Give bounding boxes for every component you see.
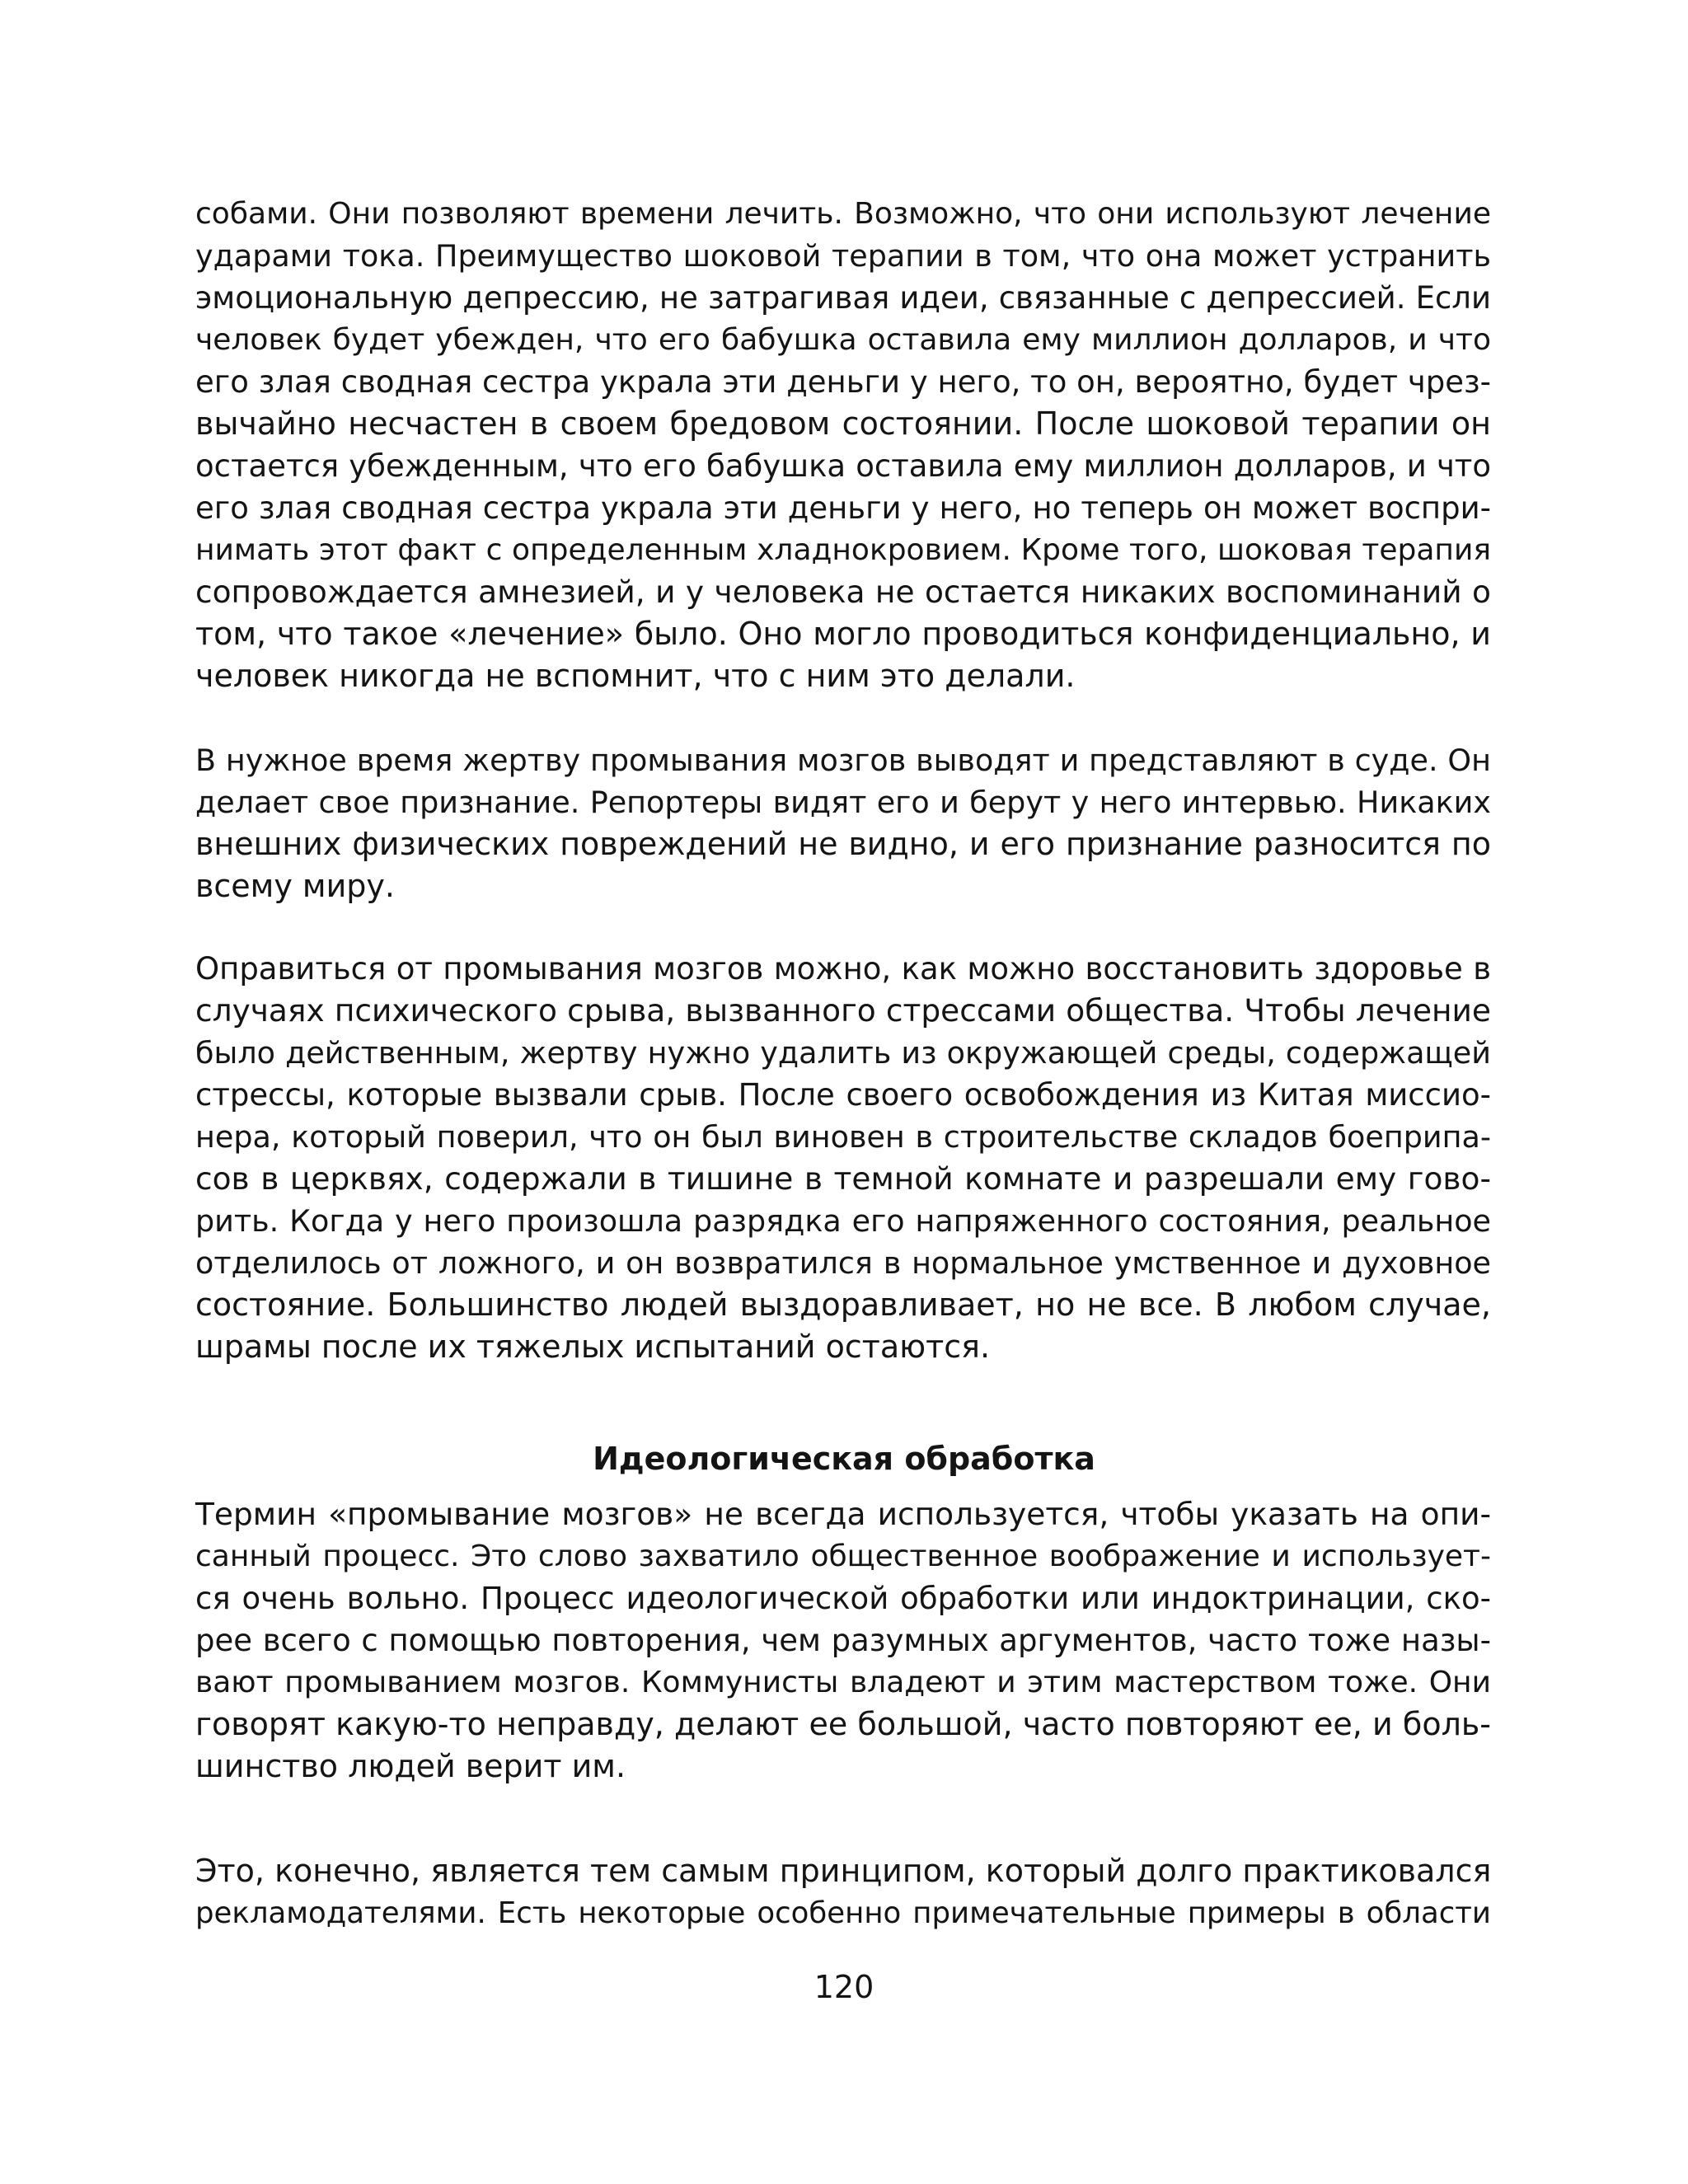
text-line: стрессы, которые вызвали срыв. После своего освобождения из Китая миссио-	[195, 1077, 1491, 1113]
text-line: ударами тока. Преимущество шоковой терапии в том, что она может устранить	[195, 238, 1491, 274]
text-line: было действенным, жертву нужно удалить из окружающей среды, содержащей	[195, 1035, 1491, 1071]
paragraph-advertising	[195, 1850, 1491, 1934]
text-line: остается убежденным, что его бабушка оставила ему миллион долларов, и что	[195, 448, 1491, 484]
text-line: собами. Они позволяют времени лечить. Возможно, что они используют лечение	[195, 197, 1491, 231]
text-line: Оправиться от промывания мозгов можно, как можно восстановить здоровье в	[195, 951, 1491, 987]
text-line: вычайно несчастен в своем бредовом состоянии. После шоковой терапии он	[195, 405, 1491, 442]
text-line: шрамы после их тяжелых испытаний остаются.	[195, 1329, 991, 1365]
text-line: делает свое признание. Репортеры видят его и берут у него интервью. Никаких	[195, 785, 1491, 820]
text-line: внешних физических повреждений не видно, и его признание разносится по	[195, 826, 1491, 862]
text-line: человек никогда не вспомнит, что с ним это делали.	[195, 658, 1076, 694]
section-heading: Идеологическая обработка	[593, 1441, 1095, 1477]
text-line: человек будет убежден, что его бабушка оставила ему миллион долларов, и что	[195, 323, 1491, 357]
text-line: эмоциональную депрессию, не затрагивая идеи, связанные с депрессией. Если	[195, 280, 1491, 316]
text-line: рекламодателями. Есть некоторые особенно примечательные примеры в области	[195, 1896, 1491, 1930]
text-line: сов в церквях, содержали в тишине в темной комнате и разрешали ему гово-	[195, 1160, 1491, 1197]
text-line: отделилось от ложного, и он возвратился в нормальное умственное и духовное	[195, 1245, 1491, 1281]
text-line: рить. Когда у него произошла разрядка его напряженного состояния, реальное	[195, 1203, 1491, 1239]
paragraph-recovery	[195, 948, 1491, 1368]
text-line: всему миру.	[195, 868, 395, 904]
text-line: шинство людей верит им.	[195, 1748, 626, 1784]
page-number: 120	[814, 1969, 874, 2005]
text-line: Это, конечно, является тем самым принципом, который долго практиковался	[195, 1853, 1492, 1889]
text-line: случаях психического срыва, вызванного стрессами общества. Чтобы лечение	[195, 992, 1491, 1029]
text-line: говорят какую-то неправду, делают ее большой, часто повторяют ее, и боль-	[195, 1706, 1491, 1742]
paragraph-shock-therapy	[195, 193, 1491, 697]
text-line: сопровождается амнезией, и у человека не остается никаких воспоминаний о	[195, 574, 1491, 610]
text-line: вают промыванием мозгов. Коммунисты владеют и этим мастерством тоже. Они	[195, 1666, 1491, 1699]
paragraph-indoctrination	[195, 1493, 1491, 1788]
text-line: его злая сводная сестра украла эти деньги у него, но теперь он может воспри-	[195, 490, 1491, 526]
paragraph-court-confession	[195, 739, 1491, 907]
text-line: санный процесс. Это слово захватило общественное воображение и использует-	[195, 1540, 1491, 1573]
text-line: состояние. Большинство людей выздоравливает, но не все. В любом случае,	[195, 1286, 1491, 1323]
text-line: В нужное время жертву промывания мозгов выводят и представляют в суде. Он	[195, 743, 1491, 778]
text-line: ся очень вольно. Процесс идеологической обработки или индоктринации, ско-	[195, 1581, 1491, 1616]
text-line: рее всего с помощью повторения, чем разумных аргументов, часто тоже назы-	[195, 1623, 1491, 1658]
text-line: его злая сводная сестра украла эти деньги у него, то он, вероятно, будет чрез-	[195, 364, 1491, 400]
text-line: нимать этот факт с определенным хладнокровием. Кроме того, шоковая терапия	[195, 533, 1491, 567]
text-line: Термин «промывание мозгов» не всегда используется, чтобы указать на опи-	[195, 1496, 1491, 1532]
text-line: нера, который поверил, что он был виновен в строительстве складов боеприпа-	[195, 1119, 1491, 1155]
text-line: том, что такое «лечение» было. Оно могло проводиться конфиденциально, и	[195, 616, 1491, 652]
